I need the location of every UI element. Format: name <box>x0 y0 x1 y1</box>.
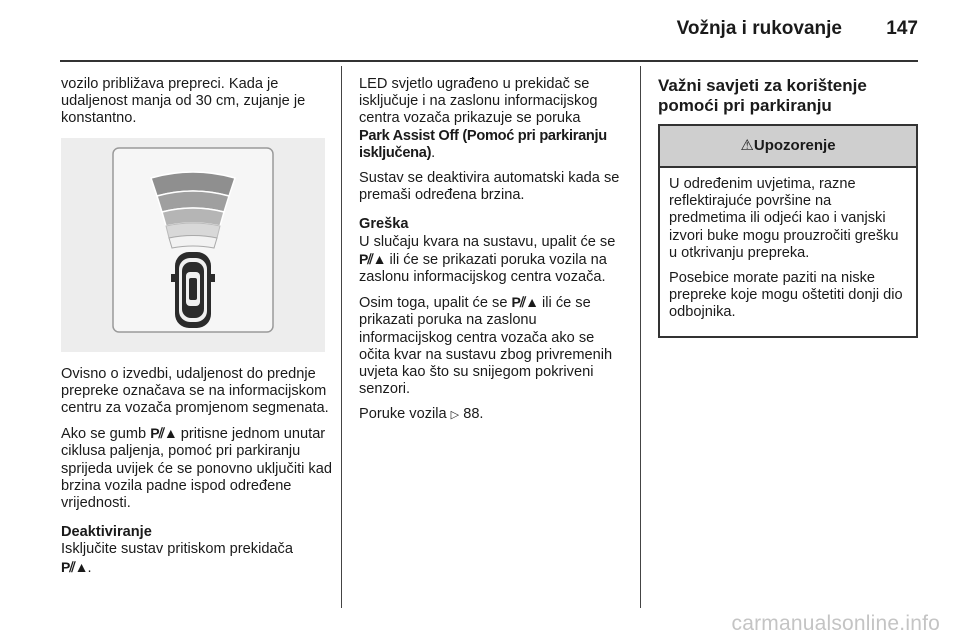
paragraph: Ovisno o izvedbi, udaljenost do prednje prepreke označava se na informacijskom centru za vozača promjenom segmenata. <box>61 365 329 417</box>
subheading-fault: Greška <box>359 216 409 233</box>
column-1 <box>61 76 333 585</box>
warning-body <box>660 168 916 336</box>
subheading-deactivation: Deaktiviranje <box>61 524 152 541</box>
paragraph: vozilo približava prepreci. Kada je udaljenost manja od 30 cm, zujanje je konstantno. <box>61 76 306 127</box>
warning-title: Upozorenje <box>753 137 836 154</box>
running-title: Vožnja i rukovanje <box>676 18 842 39</box>
column-divider <box>640 66 641 608</box>
page-reference-arrow-icon: ▷ <box>450 409 460 422</box>
paragraph: Deaktiviranje Isključite sustav pritiskom prekidača P⫽▲. <box>61 524 333 577</box>
park-assist-icon: P⫽▲ <box>61 558 88 575</box>
column-2 <box>359 76 629 433</box>
warning-icon: ⚠ <box>740 137 754 154</box>
paragraph: Poruke vozila ▷ 88. <box>359 406 484 423</box>
paragraph: Greška U slučaju kvara na sustavu, upalit će se P⫽▲ ili će se prikazati poruka vozila na zaslonu informacijskog centra vozača. <box>359 216 629 286</box>
paragraph: Osim toga, upalit će se P⫽▲ ili će se prikazati poruka na zaslonu informacijskog centra vozača ako se očita kvar na sustavu zbog privremenih uvjeta kao što su snijegom pokriveni senzori. <box>359 294 613 398</box>
watermark: carmanualsonline.info <box>731 612 940 635</box>
column-3 <box>658 76 920 338</box>
header-rule <box>60 60 918 62</box>
park-assist-icon: P⫽▲ <box>150 425 177 442</box>
park-assist-icon: P⫽▲ <box>511 294 538 311</box>
page-reference[interactable]: 88. <box>463 406 484 423</box>
page-header <box>0 0 960 62</box>
column-divider <box>341 66 342 608</box>
page-number: 147 <box>886 18 918 39</box>
parking-display-figure <box>61 138 325 352</box>
warning-text: U određenim uvjetima, razne reflektirajuće površine na predmetima ili odjeći kao i vanjski izvori buke mogu prouzročiti grešku u otkrivanju prepreka. <box>669 176 899 261</box>
park-assist-icon: P⫽▲ <box>359 250 386 267</box>
paragraph: Sustav se deaktivira automatski kada se premaši određena brzina. <box>359 170 620 204</box>
display-message: Park Assist Off (Pomoć pri parkiranju isključena) <box>359 127 607 161</box>
park-assist-display-illustration <box>61 138 325 352</box>
warning-text: Posebice morate paziti na niske prepreke koje mogu oštetiti donji dio odbojnika. <box>669 270 903 321</box>
paragraph: LED svjetlo ugrađeno u prekidač se isključuje i na zaslonu informacijskog centra vozača prikazuje se poruka Park Assist Off (Pomoć pri parkiranju isključena). <box>359 76 607 161</box>
section-title: Važni savjeti za korištenje pomoći pri parkiranju <box>658 76 867 115</box>
warning-header <box>660 126 916 168</box>
warning-box <box>658 124 918 338</box>
paragraph: Ako se gumb P⫽▲ pritisne jednom unutar ciklusa paljenja, pomoć pri parkiranju sprijeda uvijek će se ponovno uključiti kad brzina vozila padne ispod određene vrijednosti. <box>61 425 332 512</box>
